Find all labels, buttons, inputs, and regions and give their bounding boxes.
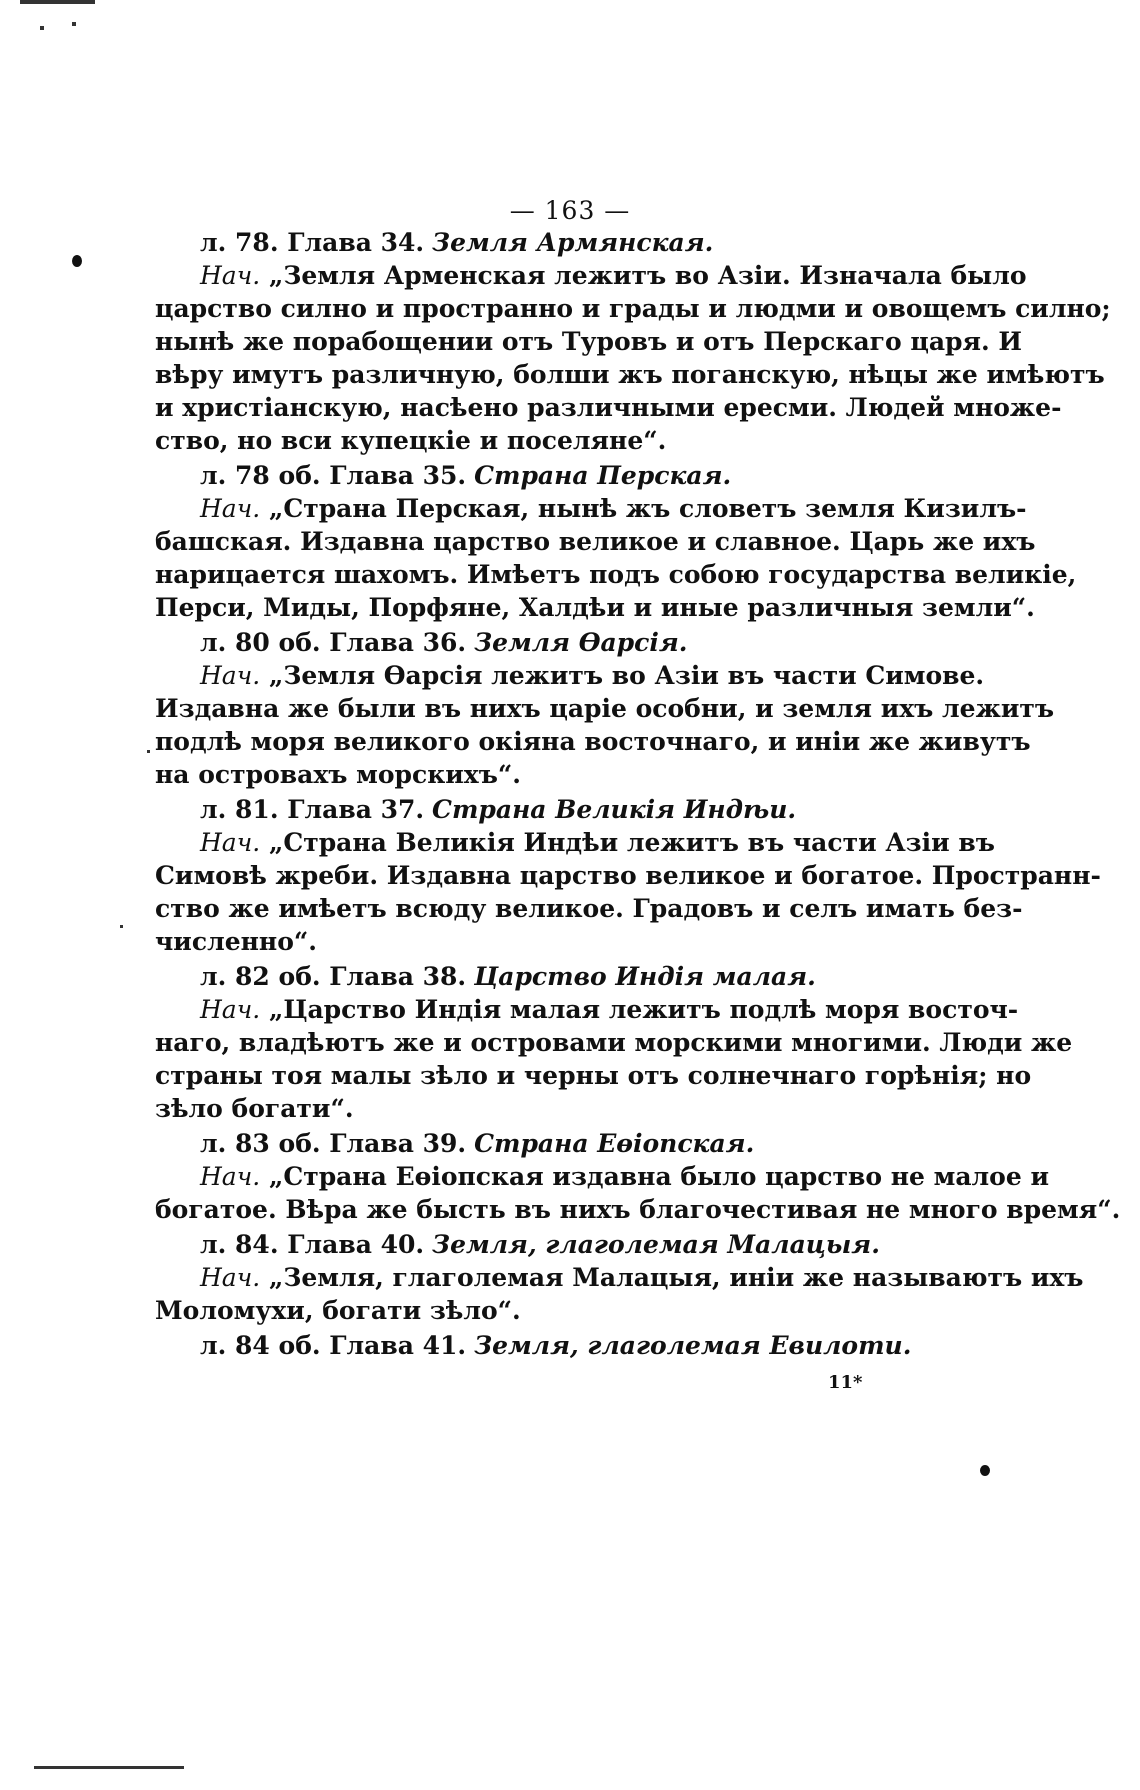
text-line: вѣру имутъ различную, болши жъ поганскую, нѣцы же имѣютъ [155, 360, 1105, 389]
entry-heading [200, 1230, 880, 1260]
incipit-label: Нач. [200, 995, 261, 1024]
text-line: численно“. [155, 927, 317, 956]
text-line: богатое. Вѣра же бысть въ нихъ благочестивая не много время“. [155, 1195, 1121, 1224]
incipit-first-line [200, 1162, 1049, 1192]
incipit-text: „Страна Еөіопская издавна было царство не малое и [268, 1162, 1049, 1191]
entry-heading [200, 228, 713, 258]
text-line: Симовѣ жреби. Издавна царство великое и богатое. Пространн- [155, 861, 1101, 890]
chapter-title: Страна Великія Индѣи. [432, 795, 797, 824]
text-line: нынѣ же порабощении отъ Туровъ и отъ Перскаго царя. И [155, 327, 1023, 356]
chapter-title: Царство Индія малая. [474, 962, 816, 991]
text-line: ство же имѣетъ всюду великое. Градовъ и селъ имать без- [155, 894, 1023, 923]
incipit-label: Нач. [200, 261, 261, 290]
scan-speck [34, 1766, 184, 1769]
incipit-first-line [200, 494, 1027, 524]
text-line: зѣло богати“. [155, 1094, 354, 1123]
text-line: на островахъ морскихъ“. [155, 760, 521, 789]
incipit-text: „Страна Великія Индѣи лежитъ въ части Азіи въ [268, 828, 995, 857]
incipit-first-line [200, 995, 1018, 1025]
incipit-text: „Страна Перская, нынѣ жъ словетъ земля Кизилъ- [268, 494, 1027, 523]
text-line: царство силно и пространно и грады и людми и овощемъ силно; [155, 294, 1111, 323]
folio-reference: л. 84. Глава 40. [200, 1230, 425, 1259]
chapter-title: Земля, глаголемая Евилоти. [474, 1331, 912, 1360]
incipit-text: „Земля Арменская лежитъ во Азіи. Изначала было [268, 261, 1027, 290]
entry-heading [200, 795, 796, 825]
folio-reference: л. 84 об. Глава 41. [200, 1331, 467, 1360]
incipit-label: Нач. [200, 494, 261, 523]
scan-speck [72, 22, 76, 26]
incipit-first-line [200, 1263, 1084, 1293]
scan-speck [20, 0, 95, 4]
chapter-title: Страна Перская. [474, 461, 732, 490]
text-line: и христіанскую, насѣено различными ересми. Людей множе- [155, 393, 1062, 422]
folio-reference: л. 81. Глава 37. [200, 795, 425, 824]
folio-reference: л. 82 об. Глава 38. [200, 962, 467, 991]
incipit-first-line [200, 828, 995, 858]
text-line: подлѣ моря великого окіяна восточнаго, и иніи же живутъ [155, 727, 1031, 756]
chapter-title: Земля, глаголемая Малацыя. [432, 1230, 880, 1259]
entry-heading [200, 628, 687, 658]
page-number: — 163 — [509, 196, 631, 225]
text-line: Перси, Миды, Порфяне, Халдѣи и иные различныя земли“. [155, 593, 1035, 622]
folio-reference: л. 83 об. Глава 39. [200, 1129, 467, 1158]
entry-heading [200, 461, 731, 491]
text-line: нарицается шахомъ. Имѣетъ подъ собою государства великіе, [155, 560, 1077, 589]
printer-signature: 11* [828, 1372, 863, 1393]
text-line: наго, владѣютъ же и островами морскими многими. Люди же [155, 1028, 1073, 1057]
scan-speck [40, 26, 44, 30]
text-line: ство, но вси купецкіе и поселяне“. [155, 426, 667, 455]
incipit-text: „Царство Индія малая лежитъ подлѣ моря восточ- [268, 995, 1019, 1024]
incipit-first-line [200, 261, 1027, 291]
entry-heading [200, 962, 816, 992]
entry-heading [200, 1331, 911, 1361]
chapter-title: Земля Өарсія. [474, 628, 688, 657]
folio-reference: л. 78 об. Глава 35. [200, 461, 467, 490]
folio-reference: л. 80 об. Глава 36. [200, 628, 467, 657]
ink-blot [980, 1465, 990, 1476]
scan-speck [147, 750, 150, 753]
incipit-text: „Земля, глаголемая Малацыя, иніи же называютъ ихъ [268, 1263, 1084, 1292]
folio-reference: л. 78. Глава 34. [200, 228, 425, 257]
incipit-text: „Земля Өарсія лежитъ во Азіи въ части Симове. [268, 661, 985, 690]
scan-speck [120, 925, 123, 928]
text-line: страны тоя малы зѣло и черны отъ солнечнаго горѣнія; но [155, 1061, 1032, 1090]
incipit-label: Нач. [200, 1263, 261, 1292]
incipit-first-line [200, 661, 984, 691]
ink-blot [72, 255, 82, 267]
incipit-label: Нач. [200, 828, 261, 857]
text-line: Моломухи, богати зѣло“. [155, 1296, 521, 1325]
text-line: башская. Издавна царство великое и славное. Царь же ихъ [155, 527, 1036, 556]
chapter-title: Земля Армянская. [432, 228, 714, 257]
chapter-title: Страна Еөіопская. [474, 1129, 755, 1158]
entry-heading [200, 1129, 754, 1159]
incipit-label: Нач. [200, 1162, 261, 1191]
text-line: Издавна же были въ нихъ царіе особни, и земля ихъ лежитъ [155, 694, 1055, 723]
incipit-label: Нач. [200, 661, 261, 690]
